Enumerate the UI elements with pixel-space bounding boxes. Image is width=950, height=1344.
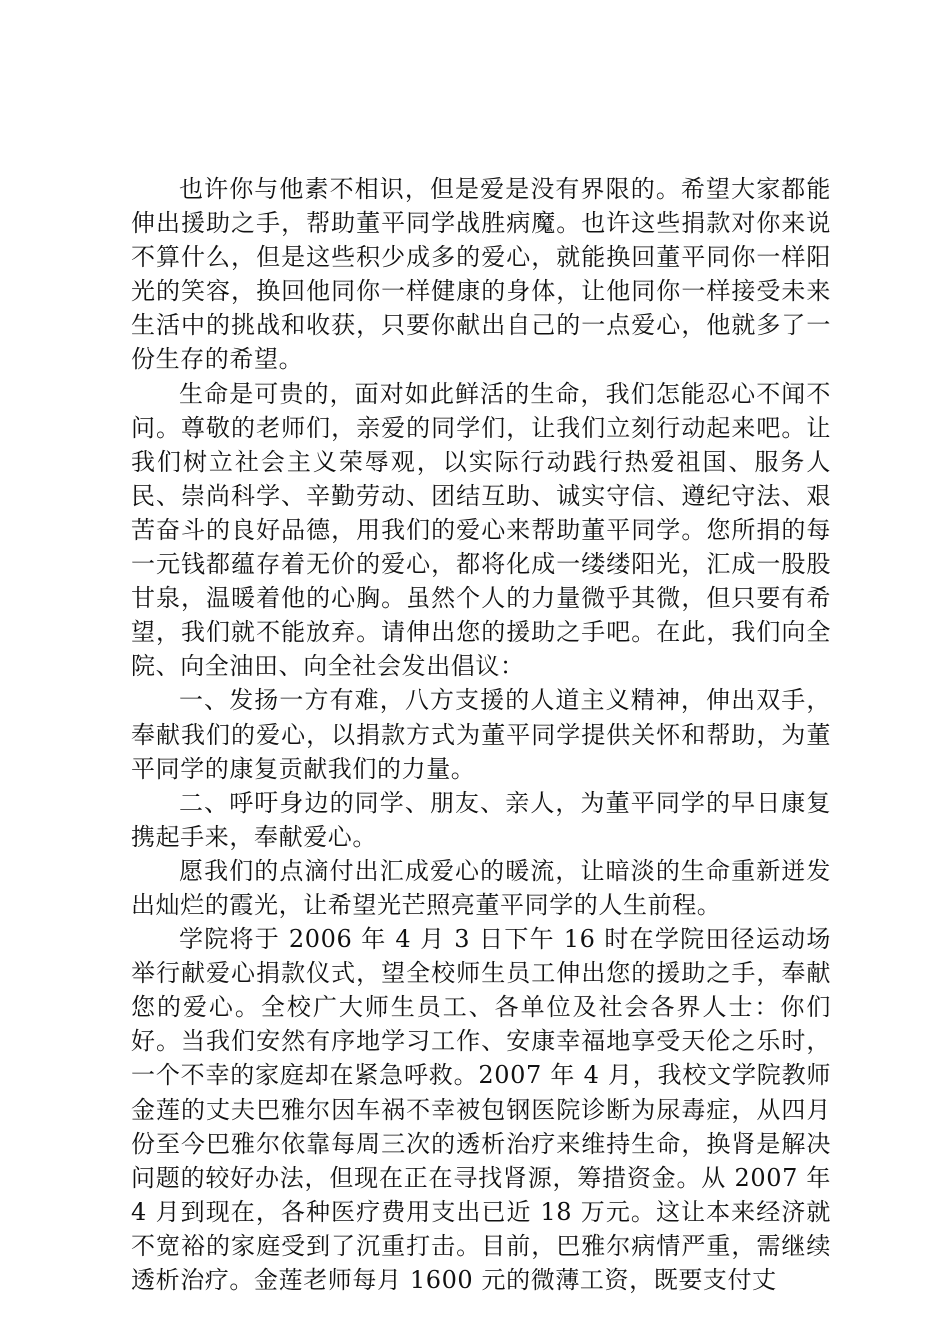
paragraph-6: 学院将于 2006 年 4 月 3 日下午 16 时在学院田径运动场举行献爱心捐款仪式，望全校师生员工伸出您的援助之手，奉献您的爱心。全校广大师生员工、各单位及社会各界人士：你们好。当我们安然有序地学习工作、安康幸福地享受天伦之乐时，一个不幸的家庭却在紧急呼救。2007 年 4 月，我校文学院教师金莲的丈夫巴雅尔因车祸不幸被包钢医院诊断为尿毒症，从四月份至今巴雅尔依靠每周三次的透析治疗来维持生命，换肾是解决问题的较好办法，但现在正在寻找肾源，筹措资金。从 2007 年 4 月到现在，各种医疗费用支出已近 18 万元。这让本来经济就不宽裕的家庭受到了沉重打击。目前，巴雅尔病情严重，需继续透析治疗。金莲老师每月 1600 元的微薄工资，既要支付丈 [131,925,831,1294]
paragraph-2: 生命是可贵的，面对如此鲜活的生命，我们怎能忍心不闻不问。尊敬的老师们，亲爱的同学们，让我们立刻行动起来吧。让我们树立社会主义荣辱观，以实际行动践行热爱祖国、服务人民、崇尚科学、辛勤劳动、团结互助、诚实守信、遵纪守法、艰苦奋斗的良好品德，用我们的爱心来帮助董平同学。您所捐的每一元钱都蕴存着无价的爱心，都将化成一缕缕阳光，汇成一股股甘泉，温暖着他的心胸。虽然个人的力量微乎其微，但只要有希望，我们就不能放弃。请伸出您的援助之手吧。在此，我们向全院、向全油田、向全社会发出倡议： [131,379,831,681]
paragraph-4: 二、呼吁身边的同学、朋友、亲人，为董平同学的早日康复携起手来，奉献爱心。 [131,788,831,851]
paragraph-5: 愿我们的点滴付出汇成爱心的暖流，让暗淡的生命重新迸发出灿烂的霞光，让希望光芒照亮董平同学的人生前程。 [131,856,831,919]
paragraph-3: 一、发扬一方有难，八方支援的人道主义精神，伸出双手，奉献我们的爱心，以捐款方式为董平同学提供关怀和帮助，为董平同学的康复贡献我们的力量。 [131,686,831,783]
document-body [131,172,831,1297]
paragraph-1: 也许你与他素不相识，但是爱是没有界限的。希望大家都能伸出援助之手，帮助董平同学战胜病魔。也许这些捐款对你来说不算什么，但是这些积少成多的爱心，就能换回董平同你一样阳光的笑容，换回他同你一样健康的身体，让他同你一样接受未来生活中的挑战和收获，只要你献出自己的一点爱心，他就多了一份生存的希望。 [131,175,831,374]
